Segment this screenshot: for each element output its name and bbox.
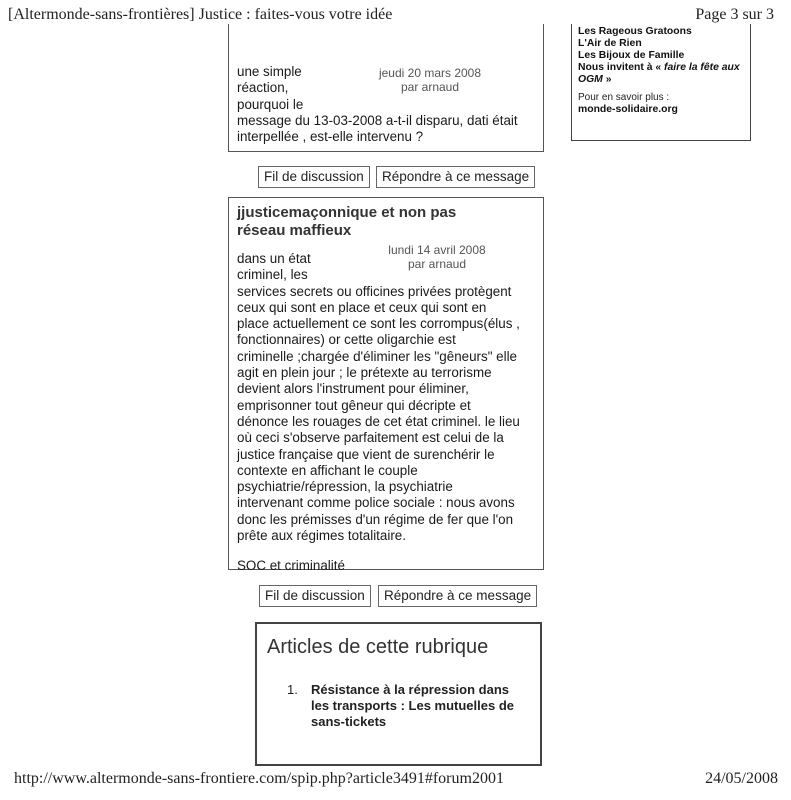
message-1-line: pourquoi le — [237, 96, 304, 112]
message-2-line: prête aux régimes totalitaire. — [237, 528, 406, 544]
sidebar-invite-prefix: Nous invitent à « — [578, 62, 665, 73]
message-2-line: criminelle ;chargée d'éliminer les "gêneurs" elle — [237, 348, 518, 364]
message-2-line: intervenant comme police sociale : nous avons — [237, 495, 515, 511]
message-1-line: interpellée , est-elle intervenu ? — [237, 129, 424, 145]
message-1-body — [237, 64, 537, 145]
article-item-line[interactable]: sans-tickets — [311, 714, 387, 729]
message-2-line: place actuellement ce sont les corrompus(élus , — [237, 316, 520, 332]
sidebar-line-2: L'Air de Rien — [578, 38, 642, 49]
articles-title: Articles de cette rubrique — [267, 636, 489, 658]
print-footer-date: 24/05/2008 — [705, 770, 778, 787]
sidebar-invite-italic-2: OGM — [578, 74, 603, 85]
message-1-date: jeudi 20 mars 2008 — [378, 66, 482, 80]
message-1-author: par arnaud — [400, 80, 460, 94]
message-2-title-line-2: réseau maffieux — [237, 222, 352, 239]
message-2-author: par arnaud — [407, 257, 467, 271]
message-2-line: où ceci s'observe parfaitement est celui de la — [237, 430, 504, 446]
article-item-line[interactable]: Résistance à la répression dans — [311, 682, 509, 697]
article-item-number: 1. — [287, 682, 298, 697]
message-2-line: justice française que vient de surenchérir le — [237, 446, 495, 462]
print-header-title: [Altermonde-sans-frontières] Justice : faites-vous votre idée — [8, 6, 393, 23]
sidebar-invite-suffix: » — [602, 74, 612, 85]
message-1-line: message du 13-03-2008 a-t-il disparu, dati était — [237, 112, 518, 128]
message-2-title — [237, 204, 537, 240]
message-2-line: services secrets ou officines privées protègent — [237, 283, 512, 299]
sidebar-more-label: Pour en savoir plus : — [578, 92, 670, 103]
message-2-line: contexte en affichant le couple — [237, 462, 418, 478]
sidebar-line-3: Les Bijoux de Famille — [578, 50, 685, 61]
message-2-line: devient alors l'instrument pour éliminer, — [237, 381, 469, 397]
message-2-line: emprisonner tout gêneur qui décripte et — [237, 397, 471, 413]
message-2-line: dénonce les rouages de cet état criminel. le lieu — [237, 413, 520, 429]
articles-box — [255, 622, 542, 766]
message-2-line: agit en plein jour ; le prétexte au terrorisme — [237, 365, 492, 381]
sidebar-invite-cont — [578, 74, 740, 86]
message-2-line: fonctionnaires) or cette oligarchie est — [237, 332, 456, 348]
message-2-title-line-1: jjusticemaçonnique et non pas — [237, 204, 457, 221]
sidebar-more-link[interactable]: monde-solidaire.org — [578, 104, 678, 115]
sidebar-line-1: Les Rageous Gratoons — [578, 26, 692, 37]
article-item-line[interactable]: les transports : Les mutuelles de — [311, 698, 515, 713]
message-2-line: psychiatrie/répression, la psychiatrie — [237, 479, 453, 495]
message-2-line: ceux qui sont en place et ceux qui sont en — [237, 299, 487, 315]
sidebar-invite — [578, 62, 740, 74]
message-2-line: donc les prémisses d'un régime de fer que l'on — [237, 511, 514, 527]
message-1-line: réaction, — [237, 80, 289, 96]
thread-button-1[interactable]: Fil de discussion — [258, 166, 370, 188]
message-2-date: lundi 14 avril 2008 — [388, 243, 486, 257]
message-2-body — [237, 251, 537, 575]
message-2-signature: SOC et criminalité — [237, 558, 345, 574]
sidebar-invite-italic-1: faire la fête aux — [664, 62, 740, 73]
message-2-line: criminel, les — [237, 267, 308, 283]
message-1-line: une simple — [237, 64, 302, 79]
print-header-page: Page 3 sur 3 — [695, 6, 774, 23]
message-2-line: dans un état — [237, 251, 311, 266]
reply-button-2[interactable]: Répondre à ce message — [378, 585, 537, 607]
reply-button-1[interactable]: Répondre à ce message — [376, 166, 535, 188]
print-footer-url: http://www.altermonde-sans-frontiere.com/spip.php?article3491#forum2001 — [14, 770, 504, 787]
thread-button-2[interactable]: Fil de discussion — [259, 585, 371, 607]
sidebar-event-box — [571, 24, 751, 141]
